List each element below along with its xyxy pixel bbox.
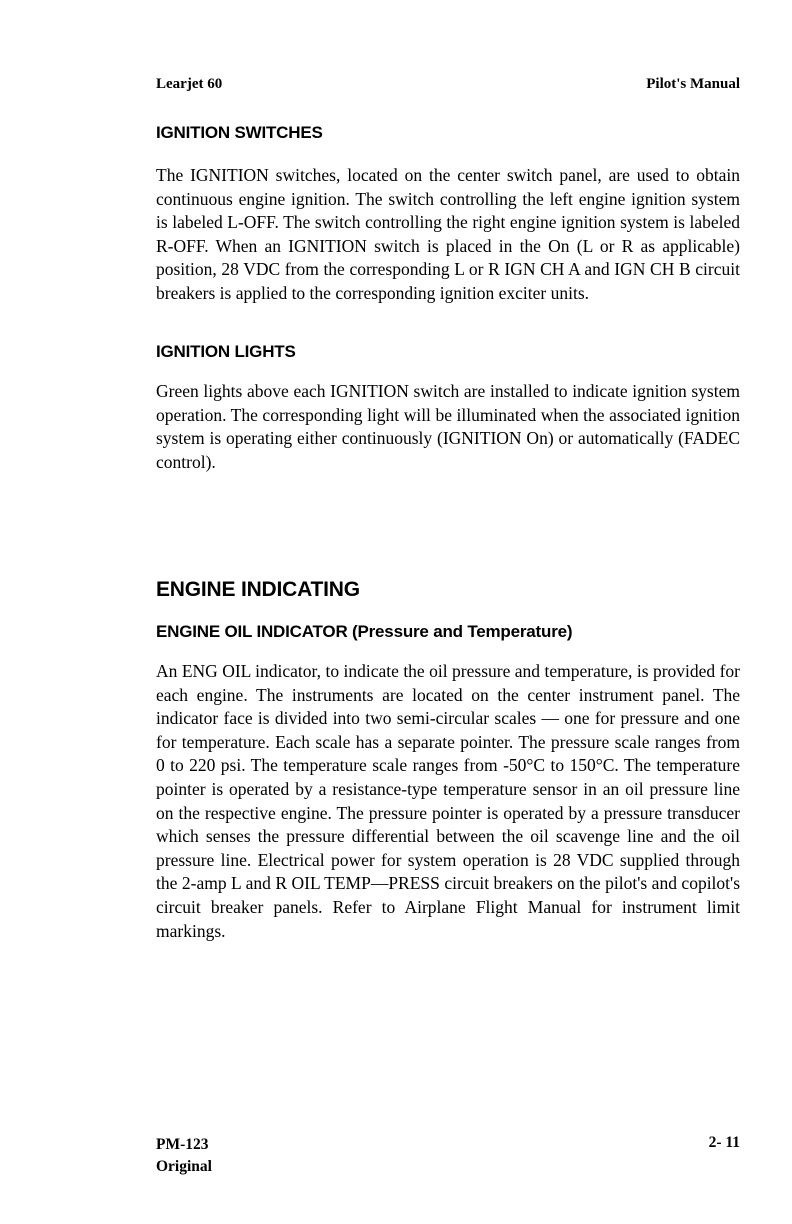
ignition-switches-paragraph: The IGNITION switches, located on the center switch panel, are used to obtain continuous engine ignition. The switch controlling the left engine ignition system is labeled L-OFF. The switch controlling the right engine ignition system is labeled R-OFF. When an IGNITION switch is placed in the On (L or R as applicable) position, 28 VDC from the corresponding L or R IGN CH A and IGN CH B circuit breakers is applied to the corresponding ignition exciter units.	[156, 165, 740, 303]
engine-oil-indicator-paragraph: An ENG OIL indicator, to indicate the oil pressure and temperature, is provided for each engine. The instruments are located on the center instrument panel. The indicator face is divided into two semi-circular scales — one for pressure and one for temperature. Each scale has a separate pointer. The pressure scale ranges from 0 to 220 psi. The temperature scale ranges from -50°C to 150°C. The temperature pointer is operated by a resistance-type temperature sensor in an oil pressure line on the respective engine. The pressure pointer is operated by a pressure transducer which senses the pressure differential between the oil scavenge line and the oil pressure line. Electrical power for system operation is 28 VDC supplied through the 2-amp L and R OIL TEMP—PRESS circuit breakers on the pilot's and copilot's circuit breaker panels. Refer to Airplane Flight Manual for instrument limit markings.	[156, 661, 740, 941]
footer-document-number: PM-123	[156, 1136, 209, 1153]
ignition-switches-heading: IGNITION SWITCHES	[156, 123, 323, 142]
ignition-lights-heading: IGNITION LIGHTS	[156, 342, 296, 361]
header-manual-title: Pilot's Manual	[646, 76, 740, 92]
footer-revision: Original	[156, 1158, 212, 1175]
page-number: 2- 11	[708, 1134, 740, 1151]
engine-oil-indicator-heading: ENGINE OIL INDICATOR (Pressure and Temperature)	[156, 622, 573, 641]
header-aircraft: Learjet 60	[156, 76, 223, 92]
ignition-lights-paragraph: Green lights above each IGNITION switch are installed to indicate ignition system operation. The corresponding light will be illuminated when the associated ignition system is operating either continuously (IGNITION On) or automatically (FADEC control).	[156, 381, 740, 472]
footer-document-info	[156, 1134, 212, 1178]
engine-indicating-heading: ENGINE INDICATING	[156, 578, 360, 601]
